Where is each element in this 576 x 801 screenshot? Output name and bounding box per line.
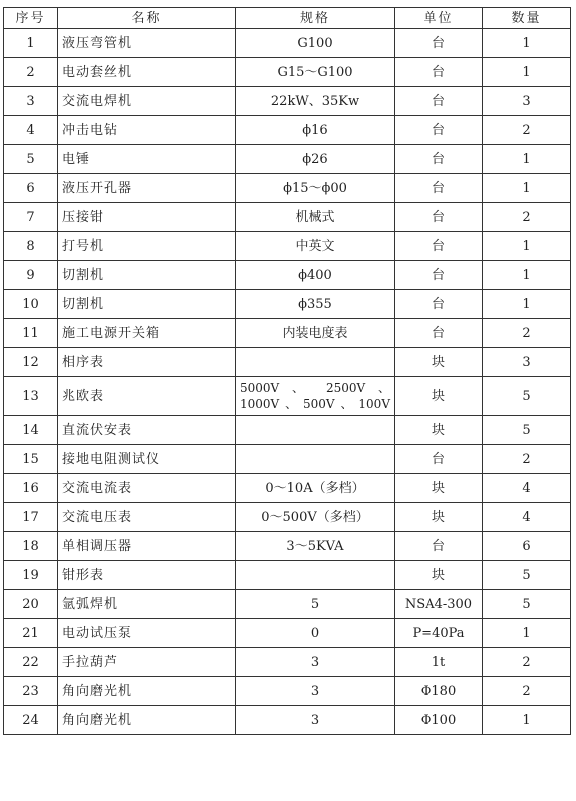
cell-no: 8 <box>4 232 58 261</box>
cell-spec: ϕ15～ϕ00 <box>236 174 395 203</box>
cell-name: 兆欧表 <box>58 377 236 416</box>
table-row <box>4 29 571 58</box>
cell-spec: 3 <box>236 677 395 706</box>
cell-name: 液压弯管机 <box>58 29 236 58</box>
cell-no: 13 <box>4 377 58 416</box>
cell-qty: 1 <box>483 174 571 203</box>
cell-qty: 1 <box>483 290 571 319</box>
cell-qty: 1 <box>483 58 571 87</box>
cell-qty: 2 <box>483 203 571 232</box>
cell-spec <box>236 561 395 590</box>
cell-unit: P=40Pa <box>395 619 483 648</box>
cell-no: 9 <box>4 261 58 290</box>
cell-unit: 块 <box>395 474 483 503</box>
cell-no: 4 <box>4 116 58 145</box>
cell-name: 施工电源开关箱 <box>58 319 236 348</box>
cell-name: 角向磨光机 <box>58 677 236 706</box>
table-row <box>4 232 571 261</box>
cell-qty: 5 <box>483 377 571 416</box>
cell-spec: 3 <box>236 706 395 735</box>
cell-spec <box>236 416 395 445</box>
table-row <box>4 416 571 445</box>
cell-name: 交流电压表 <box>58 503 236 532</box>
cell-qty: 1 <box>483 232 571 261</box>
table-row <box>4 290 571 319</box>
cell-unit: 块 <box>395 348 483 377</box>
table-row <box>4 474 571 503</box>
cell-no: 22 <box>4 648 58 677</box>
cell-no: 19 <box>4 561 58 590</box>
cell-no: 24 <box>4 706 58 735</box>
cell-unit: 块 <box>395 503 483 532</box>
table-row <box>4 445 571 474</box>
cell-qty: 2 <box>483 445 571 474</box>
header-qty: 数量 <box>483 8 571 29</box>
cell-spec: ϕ355 <box>236 290 395 319</box>
cell-spec <box>236 348 395 377</box>
cell-no: 15 <box>4 445 58 474</box>
cell-no: 5 <box>4 145 58 174</box>
header-name: 名称 <box>58 8 236 29</box>
cell-no: 11 <box>4 319 58 348</box>
cell-no: 21 <box>4 619 58 648</box>
cell-qty: 1 <box>483 619 571 648</box>
cell-unit: 块 <box>395 416 483 445</box>
cell-spec: 0～500V（多档） <box>236 503 395 532</box>
cell-spec: G100 <box>236 29 395 58</box>
cell-no: 23 <box>4 677 58 706</box>
table-header <box>4 8 571 29</box>
table-row <box>4 377 571 416</box>
cell-qty: 4 <box>483 474 571 503</box>
table-row <box>4 87 571 116</box>
cell-name: 手拉葫芦 <box>58 648 236 677</box>
cell-qty: 4 <box>483 503 571 532</box>
table-body <box>4 29 571 735</box>
cell-spec: 0 <box>236 619 395 648</box>
cell-unit: 台 <box>395 87 483 116</box>
cell-no: 7 <box>4 203 58 232</box>
cell-unit: Φ180 <box>395 677 483 706</box>
cell-unit: 台 <box>395 532 483 561</box>
cell-unit: 块 <box>395 561 483 590</box>
header-row <box>4 8 571 29</box>
cell-unit: NSA4-300 <box>395 590 483 619</box>
cell-name: 单相调压器 <box>58 532 236 561</box>
cell-qty: 2 <box>483 648 571 677</box>
cell-name: 切割机 <box>58 290 236 319</box>
cell-name: 接地电阻测试仪 <box>58 445 236 474</box>
table-row <box>4 706 571 735</box>
cell-name: 角向磨光机 <box>58 706 236 735</box>
table-row <box>4 203 571 232</box>
cell-name: 打号机 <box>58 232 236 261</box>
cell-spec: G15～G100 <box>236 58 395 87</box>
cell-qty: 2 <box>483 116 571 145</box>
cell-unit: 台 <box>395 174 483 203</box>
cell-name: 电锤 <box>58 145 236 174</box>
cell-qty: 2 <box>483 319 571 348</box>
cell-name: 氩弧焊机 <box>58 590 236 619</box>
cell-no: 14 <box>4 416 58 445</box>
cell-name: 钳形表 <box>58 561 236 590</box>
cell-spec: 22kW、35Kw <box>236 87 395 116</box>
table-row <box>4 677 571 706</box>
table-row <box>4 619 571 648</box>
cell-spec: 中英文 <box>236 232 395 261</box>
header-unit: 单位 <box>395 8 483 29</box>
cell-no: 2 <box>4 58 58 87</box>
cell-qty: 5 <box>483 416 571 445</box>
cell-unit: 台 <box>395 203 483 232</box>
table-row <box>4 174 571 203</box>
header-no: 序号 <box>4 8 58 29</box>
cell-name: 切割机 <box>58 261 236 290</box>
cell-unit: 台 <box>395 261 483 290</box>
table-row <box>4 261 571 290</box>
table-row <box>4 561 571 590</box>
cell-no: 10 <box>4 290 58 319</box>
cell-no: 18 <box>4 532 58 561</box>
cell-qty: 3 <box>483 348 571 377</box>
cell-name: 电动套丝机 <box>58 58 236 87</box>
cell-no: 3 <box>4 87 58 116</box>
cell-no: 20 <box>4 590 58 619</box>
cell-spec: 3～5KVA <box>236 532 395 561</box>
cell-name: 液压开孔器 <box>58 174 236 203</box>
cell-unit: 台 <box>395 290 483 319</box>
cell-qty: 1 <box>483 706 571 735</box>
cell-unit: 台 <box>395 116 483 145</box>
table-row <box>4 503 571 532</box>
cell-name: 交流电流表 <box>58 474 236 503</box>
cell-unit: 1t <box>395 648 483 677</box>
cell-no: 6 <box>4 174 58 203</box>
cell-name: 相序表 <box>58 348 236 377</box>
cell-name: 冲击电钻 <box>58 116 236 145</box>
cell-no: 1 <box>4 29 58 58</box>
cell-spec: 5 <box>236 590 395 619</box>
cell-unit: 台 <box>395 445 483 474</box>
cell-no: 17 <box>4 503 58 532</box>
cell-spec: 0～10A（多档） <box>236 474 395 503</box>
table-row <box>4 58 571 87</box>
cell-spec: 内装电度表 <box>236 319 395 348</box>
cell-qty: 2 <box>483 677 571 706</box>
cell-unit: 台 <box>395 58 483 87</box>
cell-spec <box>236 445 395 474</box>
cell-spec: ϕ16 <box>236 116 395 145</box>
cell-qty: 3 <box>483 87 571 116</box>
cell-spec: ϕ400 <box>236 261 395 290</box>
cell-unit: Φ100 <box>395 706 483 735</box>
table-row <box>4 145 571 174</box>
table-row <box>4 116 571 145</box>
table-row <box>4 648 571 677</box>
cell-name: 直流伏安表 <box>58 416 236 445</box>
cell-name: 压接钳 <box>58 203 236 232</box>
table-row <box>4 319 571 348</box>
cell-spec: 5000V 、 2500V 、 1000V、500V、100V <box>236 377 395 416</box>
cell-name: 交流电焊机 <box>58 87 236 116</box>
equipment-table <box>3 7 571 735</box>
cell-unit: 台 <box>395 29 483 58</box>
cell-spec: 机械式 <box>236 203 395 232</box>
cell-qty: 1 <box>483 261 571 290</box>
cell-qty: 5 <box>483 561 571 590</box>
header-spec: 规格 <box>236 8 395 29</box>
cell-qty: 6 <box>483 532 571 561</box>
cell-qty: 1 <box>483 29 571 58</box>
cell-unit: 块 <box>395 377 483 416</box>
cell-no: 12 <box>4 348 58 377</box>
cell-unit: 台 <box>395 319 483 348</box>
cell-no: 16 <box>4 474 58 503</box>
cell-name: 电动试压泵 <box>58 619 236 648</box>
table-row <box>4 590 571 619</box>
cell-unit: 台 <box>395 232 483 261</box>
cell-spec: 3 <box>236 648 395 677</box>
table-row <box>4 348 571 377</box>
cell-qty: 5 <box>483 590 571 619</box>
table-row <box>4 532 571 561</box>
cell-qty: 1 <box>483 145 571 174</box>
cell-unit: 台 <box>395 145 483 174</box>
cell-spec: ϕ26 <box>236 145 395 174</box>
